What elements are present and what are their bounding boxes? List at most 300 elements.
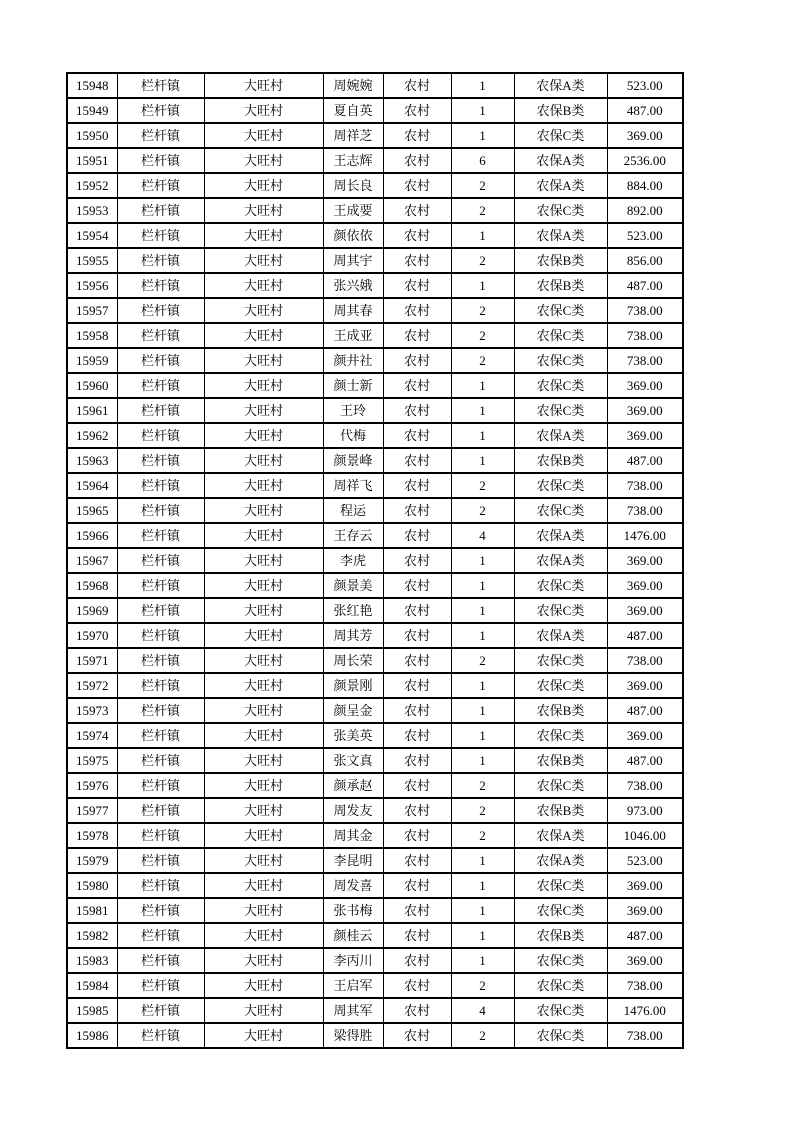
cell-residence: 农村 [383, 773, 451, 798]
cell-count: 2 [451, 473, 514, 498]
cell-category: 农保C类 [514, 323, 607, 348]
cell-count: 1 [451, 373, 514, 398]
table-row [67, 123, 683, 148]
cell-amount: 369.00 [607, 398, 683, 423]
cell-category: 农保A类 [514, 173, 607, 198]
table-row [67, 373, 683, 398]
cell-amount: 487.00 [607, 698, 683, 723]
cell-town: 栏杆镇 [117, 723, 204, 748]
table-row [67, 398, 683, 423]
table-row [67, 898, 683, 923]
cell-count: 2 [451, 298, 514, 323]
cell-category: 农保C类 [514, 1023, 607, 1048]
cell-town: 栏杆镇 [117, 823, 204, 848]
cell-amount: 487.00 [607, 273, 683, 298]
cell-name: 张美英 [323, 723, 383, 748]
cell-seq: 15952 [67, 173, 117, 198]
cell-count: 1 [451, 548, 514, 573]
cell-name: 周祥芝 [323, 123, 383, 148]
table-row [67, 548, 683, 573]
cell-village: 大旺村 [204, 748, 323, 773]
cell-residence: 农村 [383, 448, 451, 473]
table-row [67, 98, 683, 123]
table-row [67, 523, 683, 548]
cell-category: 农保C类 [514, 373, 607, 398]
cell-village: 大旺村 [204, 473, 323, 498]
cell-category: 农保B类 [514, 798, 607, 823]
cell-town: 栏杆镇 [117, 748, 204, 773]
cell-amount: 738.00 [607, 973, 683, 998]
cell-village: 大旺村 [204, 548, 323, 573]
cell-count: 2 [451, 823, 514, 848]
cell-name: 王存云 [323, 523, 383, 548]
table-row [67, 298, 683, 323]
cell-seq: 15956 [67, 273, 117, 298]
cell-residence: 农村 [383, 573, 451, 598]
cell-village: 大旺村 [204, 923, 323, 948]
cell-village: 大旺村 [204, 423, 323, 448]
cell-amount: 738.00 [607, 773, 683, 798]
table-row [67, 148, 683, 173]
cell-amount: 369.00 [607, 598, 683, 623]
cell-residence: 农村 [383, 648, 451, 673]
cell-count: 4 [451, 523, 514, 548]
cell-residence: 农村 [383, 673, 451, 698]
cell-village: 大旺村 [204, 448, 323, 473]
cell-name: 周祥飞 [323, 473, 383, 498]
cell-count: 1 [451, 573, 514, 598]
cell-village: 大旺村 [204, 623, 323, 648]
cell-town: 栏杆镇 [117, 648, 204, 673]
cell-seq: 15982 [67, 923, 117, 948]
table-row [67, 798, 683, 823]
cell-seq: 15963 [67, 448, 117, 473]
cell-category: 农保B类 [514, 273, 607, 298]
cell-village: 大旺村 [204, 573, 323, 598]
cell-category: 农保C类 [514, 573, 607, 598]
cell-count: 1 [451, 923, 514, 948]
cell-count: 1 [451, 723, 514, 748]
table-row [67, 848, 683, 873]
cell-category: 农保C类 [514, 198, 607, 223]
cell-residence: 农村 [383, 1023, 451, 1048]
cell-seq: 15948 [67, 73, 117, 98]
cell-amount: 738.00 [607, 498, 683, 523]
cell-town: 栏杆镇 [117, 73, 204, 98]
cell-residence: 农村 [383, 798, 451, 823]
cell-residence: 农村 [383, 723, 451, 748]
cell-residence: 农村 [383, 348, 451, 373]
insurance-roster-table [66, 72, 684, 1049]
cell-category: 农保A类 [514, 223, 607, 248]
cell-name: 梁得胜 [323, 1023, 383, 1048]
cell-town: 栏杆镇 [117, 548, 204, 573]
cell-town: 栏杆镇 [117, 1023, 204, 1048]
cell-village: 大旺村 [204, 823, 323, 848]
cell-count: 1 [451, 448, 514, 473]
cell-town: 栏杆镇 [117, 273, 204, 298]
cell-residence: 农村 [383, 373, 451, 398]
cell-seq: 15971 [67, 648, 117, 673]
cell-name: 李昆明 [323, 848, 383, 873]
cell-name: 颜士新 [323, 373, 383, 398]
cell-seq: 15984 [67, 973, 117, 998]
table-row [67, 873, 683, 898]
cell-residence: 农村 [383, 323, 451, 348]
cell-residence: 农村 [383, 823, 451, 848]
cell-town: 栏杆镇 [117, 698, 204, 723]
cell-name: 颜桂云 [323, 923, 383, 948]
cell-town: 栏杆镇 [117, 448, 204, 473]
cell-seq: 15964 [67, 473, 117, 498]
cell-category: 农保C类 [514, 873, 607, 898]
cell-category: 农保C类 [514, 973, 607, 998]
cell-town: 栏杆镇 [117, 973, 204, 998]
cell-name: 周发友 [323, 798, 383, 823]
cell-seq: 15966 [67, 523, 117, 548]
cell-town: 栏杆镇 [117, 148, 204, 173]
cell-town: 栏杆镇 [117, 773, 204, 798]
cell-amount: 369.00 [607, 423, 683, 448]
cell-seq: 15953 [67, 198, 117, 223]
cell-amount: 738.00 [607, 348, 683, 373]
cell-village: 大旺村 [204, 673, 323, 698]
cell-residence: 农村 [383, 548, 451, 573]
cell-category: 农保C类 [514, 123, 607, 148]
cell-amount: 369.00 [607, 573, 683, 598]
cell-name: 颜依依 [323, 223, 383, 248]
cell-count: 1 [451, 673, 514, 698]
cell-village: 大旺村 [204, 98, 323, 123]
cell-residence: 农村 [383, 423, 451, 448]
cell-residence: 农村 [383, 898, 451, 923]
cell-seq: 15967 [67, 548, 117, 573]
cell-seq: 15960 [67, 373, 117, 398]
cell-village: 大旺村 [204, 273, 323, 298]
cell-name: 周其军 [323, 998, 383, 1023]
cell-seq: 15981 [67, 898, 117, 923]
cell-category: 农保B类 [514, 98, 607, 123]
table-row [67, 223, 683, 248]
cell-count: 2 [451, 323, 514, 348]
cell-name: 周长荣 [323, 648, 383, 673]
cell-category: 农保C类 [514, 398, 607, 423]
cell-category: 农保C类 [514, 598, 607, 623]
cell-seq: 15962 [67, 423, 117, 448]
cell-amount: 738.00 [607, 298, 683, 323]
cell-seq: 15985 [67, 998, 117, 1023]
cell-village: 大旺村 [204, 298, 323, 323]
cell-village: 大旺村 [204, 523, 323, 548]
cell-town: 栏杆镇 [117, 598, 204, 623]
cell-name: 颜景美 [323, 573, 383, 598]
cell-amount: 487.00 [607, 748, 683, 773]
cell-name: 王成亚 [323, 323, 383, 348]
cell-count: 1 [451, 73, 514, 98]
cell-count: 4 [451, 998, 514, 1023]
cell-amount: 369.00 [607, 548, 683, 573]
cell-town: 栏杆镇 [117, 473, 204, 498]
table-row [67, 723, 683, 748]
cell-village: 大旺村 [204, 373, 323, 398]
cell-village: 大旺村 [204, 848, 323, 873]
cell-name: 王玲 [323, 398, 383, 423]
cell-village: 大旺村 [204, 798, 323, 823]
cell-residence: 农村 [383, 848, 451, 873]
cell-residence: 农村 [383, 223, 451, 248]
cell-town: 栏杆镇 [117, 423, 204, 448]
cell-amount: 892.00 [607, 198, 683, 223]
cell-town: 栏杆镇 [117, 498, 204, 523]
cell-residence: 农村 [383, 473, 451, 498]
cell-count: 1 [451, 98, 514, 123]
cell-name: 周长良 [323, 173, 383, 198]
cell-category: 农保C类 [514, 998, 607, 1023]
table-row [67, 623, 683, 648]
cell-count: 2 [451, 798, 514, 823]
cell-village: 大旺村 [204, 223, 323, 248]
cell-residence: 农村 [383, 523, 451, 548]
cell-residence: 农村 [383, 173, 451, 198]
cell-amount: 369.00 [607, 948, 683, 973]
cell-name: 周婉婉 [323, 73, 383, 98]
table-row [67, 573, 683, 598]
table-row [67, 923, 683, 948]
cell-town: 栏杆镇 [117, 573, 204, 598]
cell-residence: 农村 [383, 598, 451, 623]
cell-category: 农保B类 [514, 448, 607, 473]
cell-category: 农保C类 [514, 473, 607, 498]
cell-amount: 738.00 [607, 648, 683, 673]
cell-seq: 15955 [67, 248, 117, 273]
table-row [67, 473, 683, 498]
table-row [67, 998, 683, 1023]
table-row [67, 323, 683, 348]
cell-village: 大旺村 [204, 498, 323, 523]
cell-residence: 农村 [383, 873, 451, 898]
cell-seq: 15969 [67, 598, 117, 623]
cell-town: 栏杆镇 [117, 948, 204, 973]
cell-count: 1 [451, 948, 514, 973]
cell-seq: 15949 [67, 98, 117, 123]
cell-count: 1 [451, 698, 514, 723]
cell-amount: 973.00 [607, 798, 683, 823]
cell-count: 1 [451, 223, 514, 248]
cell-count: 2 [451, 773, 514, 798]
cell-category: 农保A类 [514, 623, 607, 648]
cell-residence: 农村 [383, 273, 451, 298]
cell-amount: 856.00 [607, 248, 683, 273]
cell-residence: 农村 [383, 948, 451, 973]
cell-town: 栏杆镇 [117, 123, 204, 148]
cell-name: 颜景峰 [323, 448, 383, 473]
cell-name: 颜承赵 [323, 773, 383, 798]
cell-amount: 369.00 [607, 873, 683, 898]
cell-count: 2 [451, 1023, 514, 1048]
table-row [67, 973, 683, 998]
cell-amount: 369.00 [607, 723, 683, 748]
cell-amount: 369.00 [607, 123, 683, 148]
table-row [67, 748, 683, 773]
cell-seq: 15961 [67, 398, 117, 423]
cell-seq: 15978 [67, 823, 117, 848]
cell-town: 栏杆镇 [117, 248, 204, 273]
cell-town: 栏杆镇 [117, 623, 204, 648]
cell-name: 王启军 [323, 973, 383, 998]
cell-count: 2 [451, 973, 514, 998]
cell-name: 李丙川 [323, 948, 383, 973]
cell-residence: 农村 [383, 98, 451, 123]
cell-category: 农保B类 [514, 748, 607, 773]
table-row [67, 173, 683, 198]
cell-count: 1 [451, 623, 514, 648]
cell-residence: 农村 [383, 923, 451, 948]
cell-count: 1 [451, 848, 514, 873]
cell-village: 大旺村 [204, 598, 323, 623]
cell-count: 2 [451, 198, 514, 223]
cell-residence: 农村 [383, 298, 451, 323]
table-row [67, 648, 683, 673]
cell-seq: 15957 [67, 298, 117, 323]
cell-name: 王志辉 [323, 148, 383, 173]
table-row [67, 273, 683, 298]
cell-name: 周其春 [323, 298, 383, 323]
table-row [67, 823, 683, 848]
cell-residence: 农村 [383, 748, 451, 773]
cell-category: 农保C类 [514, 723, 607, 748]
table-row [67, 598, 683, 623]
cell-residence: 农村 [383, 973, 451, 998]
cell-category: 农保A类 [514, 148, 607, 173]
table-body [67, 73, 683, 1048]
cell-count: 2 [451, 348, 514, 373]
cell-category: 农保B类 [514, 923, 607, 948]
cell-category: 农保B类 [514, 698, 607, 723]
cell-town: 栏杆镇 [117, 848, 204, 873]
cell-seq: 15954 [67, 223, 117, 248]
cell-seq: 15980 [67, 873, 117, 898]
cell-amount: 884.00 [607, 173, 683, 198]
cell-count: 2 [451, 248, 514, 273]
cell-name: 颜景刚 [323, 673, 383, 698]
cell-village: 大旺村 [204, 173, 323, 198]
cell-count: 6 [451, 148, 514, 173]
cell-village: 大旺村 [204, 898, 323, 923]
cell-name: 张兴娥 [323, 273, 383, 298]
cell-village: 大旺村 [204, 723, 323, 748]
cell-count: 2 [451, 173, 514, 198]
cell-residence: 农村 [383, 248, 451, 273]
table-row [67, 348, 683, 373]
cell-count: 1 [451, 423, 514, 448]
cell-name: 李虎 [323, 548, 383, 573]
cell-seq: 15973 [67, 698, 117, 723]
cell-town: 栏杆镇 [117, 323, 204, 348]
table-row [67, 948, 683, 973]
table-row [67, 498, 683, 523]
cell-town: 栏杆镇 [117, 373, 204, 398]
cell-village: 大旺村 [204, 1023, 323, 1048]
cell-residence: 农村 [383, 498, 451, 523]
cell-category: 农保C类 [514, 673, 607, 698]
cell-seq: 15972 [67, 673, 117, 698]
table-row [67, 448, 683, 473]
cell-village: 大旺村 [204, 348, 323, 373]
table-row [67, 73, 683, 98]
cell-amount: 487.00 [607, 98, 683, 123]
cell-amount: 369.00 [607, 898, 683, 923]
table-row [67, 673, 683, 698]
cell-seq: 15965 [67, 498, 117, 523]
cell-town: 栏杆镇 [117, 198, 204, 223]
cell-town: 栏杆镇 [117, 998, 204, 1023]
cell-amount: 523.00 [607, 223, 683, 248]
cell-town: 栏杆镇 [117, 348, 204, 373]
cell-name: 周其金 [323, 823, 383, 848]
cell-village: 大旺村 [204, 73, 323, 98]
cell-category: 农保C类 [514, 498, 607, 523]
cell-count: 1 [451, 273, 514, 298]
table-row [67, 1023, 683, 1048]
cell-name: 颜井社 [323, 348, 383, 373]
cell-town: 栏杆镇 [117, 298, 204, 323]
cell-amount: 738.00 [607, 473, 683, 498]
cell-town: 栏杆镇 [117, 523, 204, 548]
cell-count: 2 [451, 648, 514, 673]
cell-seq: 15976 [67, 773, 117, 798]
cell-seq: 15977 [67, 798, 117, 823]
cell-category: 农保A类 [514, 848, 607, 873]
cell-amount: 487.00 [607, 448, 683, 473]
cell-amount: 1476.00 [607, 523, 683, 548]
cell-count: 1 [451, 598, 514, 623]
cell-category: 农保C类 [514, 898, 607, 923]
cell-village: 大旺村 [204, 148, 323, 173]
cell-name: 张红艳 [323, 598, 383, 623]
cell-name: 夏自英 [323, 98, 383, 123]
cell-village: 大旺村 [204, 698, 323, 723]
cell-category: 农保C类 [514, 948, 607, 973]
cell-town: 栏杆镇 [117, 898, 204, 923]
cell-village: 大旺村 [204, 948, 323, 973]
cell-amount: 369.00 [607, 673, 683, 698]
cell-category: 农保C类 [514, 773, 607, 798]
cell-category: 农保B类 [514, 248, 607, 273]
cell-category: 农保C类 [514, 348, 607, 373]
cell-residence: 农村 [383, 198, 451, 223]
cell-category: 农保A类 [514, 823, 607, 848]
cell-count: 1 [451, 748, 514, 773]
cell-name: 代梅 [323, 423, 383, 448]
cell-seq: 15979 [67, 848, 117, 873]
cell-town: 栏杆镇 [117, 673, 204, 698]
cell-name: 颜呈金 [323, 698, 383, 723]
cell-residence: 农村 [383, 398, 451, 423]
cell-amount: 523.00 [607, 73, 683, 98]
table-row [67, 773, 683, 798]
cell-seq: 15959 [67, 348, 117, 373]
cell-town: 栏杆镇 [117, 223, 204, 248]
cell-count: 2 [451, 498, 514, 523]
cell-category: 农保A类 [514, 423, 607, 448]
cell-amount: 738.00 [607, 1023, 683, 1048]
cell-residence: 农村 [383, 148, 451, 173]
table-row [67, 423, 683, 448]
cell-town: 栏杆镇 [117, 923, 204, 948]
cell-seq: 15950 [67, 123, 117, 148]
cell-amount: 369.00 [607, 373, 683, 398]
cell-count: 1 [451, 398, 514, 423]
